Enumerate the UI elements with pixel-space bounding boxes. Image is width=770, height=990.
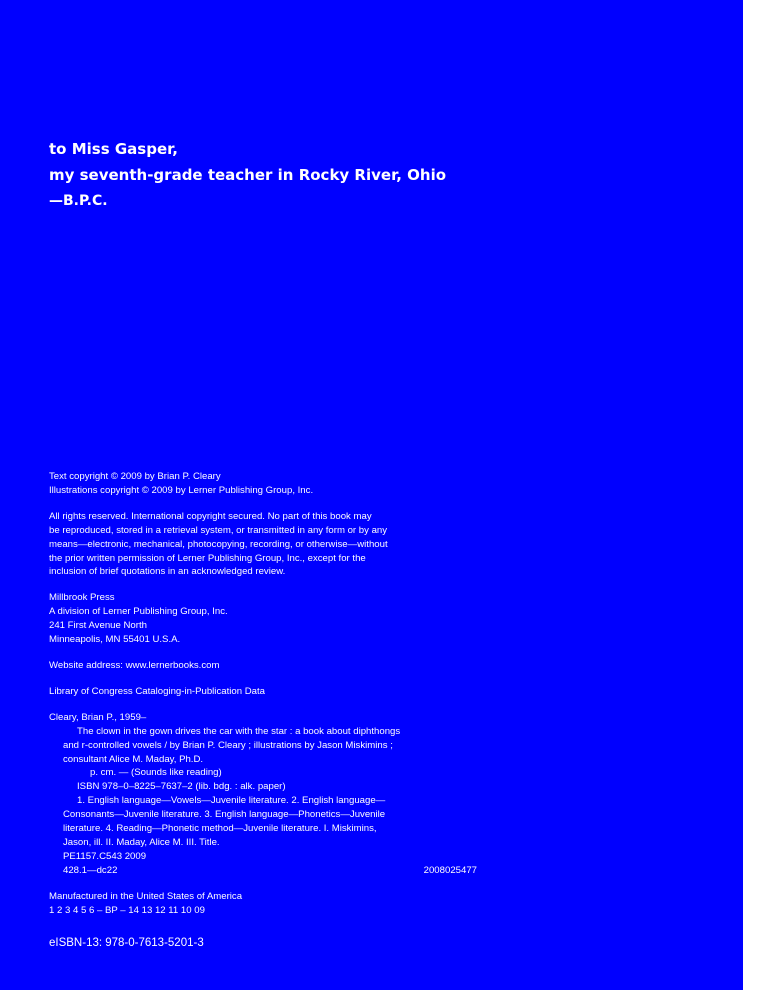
cip-heading: Library of Congress Cataloging-in-Publication Data xyxy=(49,685,265,697)
manufacturing-info xyxy=(49,890,489,918)
cip-dewey: 428.1—dc22 xyxy=(63,864,118,876)
publisher-address xyxy=(49,591,489,647)
manufactured-line: Manufactured in the United States of America xyxy=(49,890,243,902)
rights-line: inclusion of brief quotations in an acknowledged review. xyxy=(49,566,286,578)
rights-line: the prior written permission of Lerner Publishing Group, Inc., except for the xyxy=(49,552,366,564)
publisher-name: Millbrook Press xyxy=(49,592,115,604)
cip-lc-class: PE1157.C543 2009 xyxy=(63,850,147,862)
dedication-line-2: my seventh-grade teacher in Rocky River, Ohio xyxy=(49,166,447,184)
cip-subjects-line: literature. 4. Reading—Phonetic method—Juvenile literature. I. Miskimins, xyxy=(63,823,377,835)
dedication-line-1: to Miss Gasper, xyxy=(49,140,179,158)
website-line: Website address: www.lernerbooks.com xyxy=(49,659,220,671)
copyright-block xyxy=(49,470,489,917)
publisher-street: 241 First Avenue North xyxy=(49,620,147,632)
cip-subjects-line: 1. English language—Vowels—Juvenile literature. 2. English language— xyxy=(77,795,386,807)
rights-statement xyxy=(49,510,489,580)
rights-line: be reproduced, stored in a retrieval system, or transmitted in any form or by any xyxy=(49,524,388,536)
cip-subjects-line: Jason, ill. II. Maday, Alice M. III. Title. xyxy=(63,836,220,848)
cip-title-line: and r-controlled vowels / by Brian P. Cleary ; illustrations by Jason Miskimins ; xyxy=(63,739,393,751)
rights-line: means—electronic, mechanical, photocopying, recording, or otherwise—without xyxy=(49,538,388,550)
dedication-signature: —B.P.C. xyxy=(49,193,108,209)
cip-physical: p. cm. — (Sounds like reading) xyxy=(90,767,222,779)
publisher-division: A division of Lerner Publishing Group, Inc. xyxy=(49,606,228,618)
cip-data xyxy=(49,711,489,878)
illustrations-copyright: Illustrations copyright © 2009 by Lerner Publishing Group, Inc. xyxy=(49,484,314,496)
cip-lccn: 2008025477 xyxy=(423,864,477,876)
cip-isbn: ISBN 978–0–8225–7637–2 (lib. bdg. : alk. paper) xyxy=(77,781,286,793)
dedication xyxy=(49,136,446,214)
cip-title-line: The clown in the gown drives the car with the star : a book about diphthongs xyxy=(77,725,401,737)
cip-dewey-row xyxy=(49,864,477,878)
cip-subjects-line: Consonants—Juvenile literature. 3. English language—Phonetics—Juvenile xyxy=(63,809,386,821)
cip-author: Cleary, Brian P., 1959– xyxy=(49,711,147,723)
eisbn: eISBN-13: 978-0-7613-5201-3 xyxy=(49,937,204,949)
publisher-city: Minneapolis, MN 55401 U.S.A. xyxy=(49,634,181,646)
cip-title-line: consultant Alice M. Maday, Ph.D. xyxy=(63,753,204,765)
text-copyright: Text copyright © 2009 by Brian P. Cleary xyxy=(49,471,221,482)
printing-line: 1 2 3 4 5 6 – BP – 14 13 12 11 10 09 xyxy=(49,904,205,916)
rights-line: All rights reserved. International copyright secured. No part of this book may xyxy=(49,510,372,522)
